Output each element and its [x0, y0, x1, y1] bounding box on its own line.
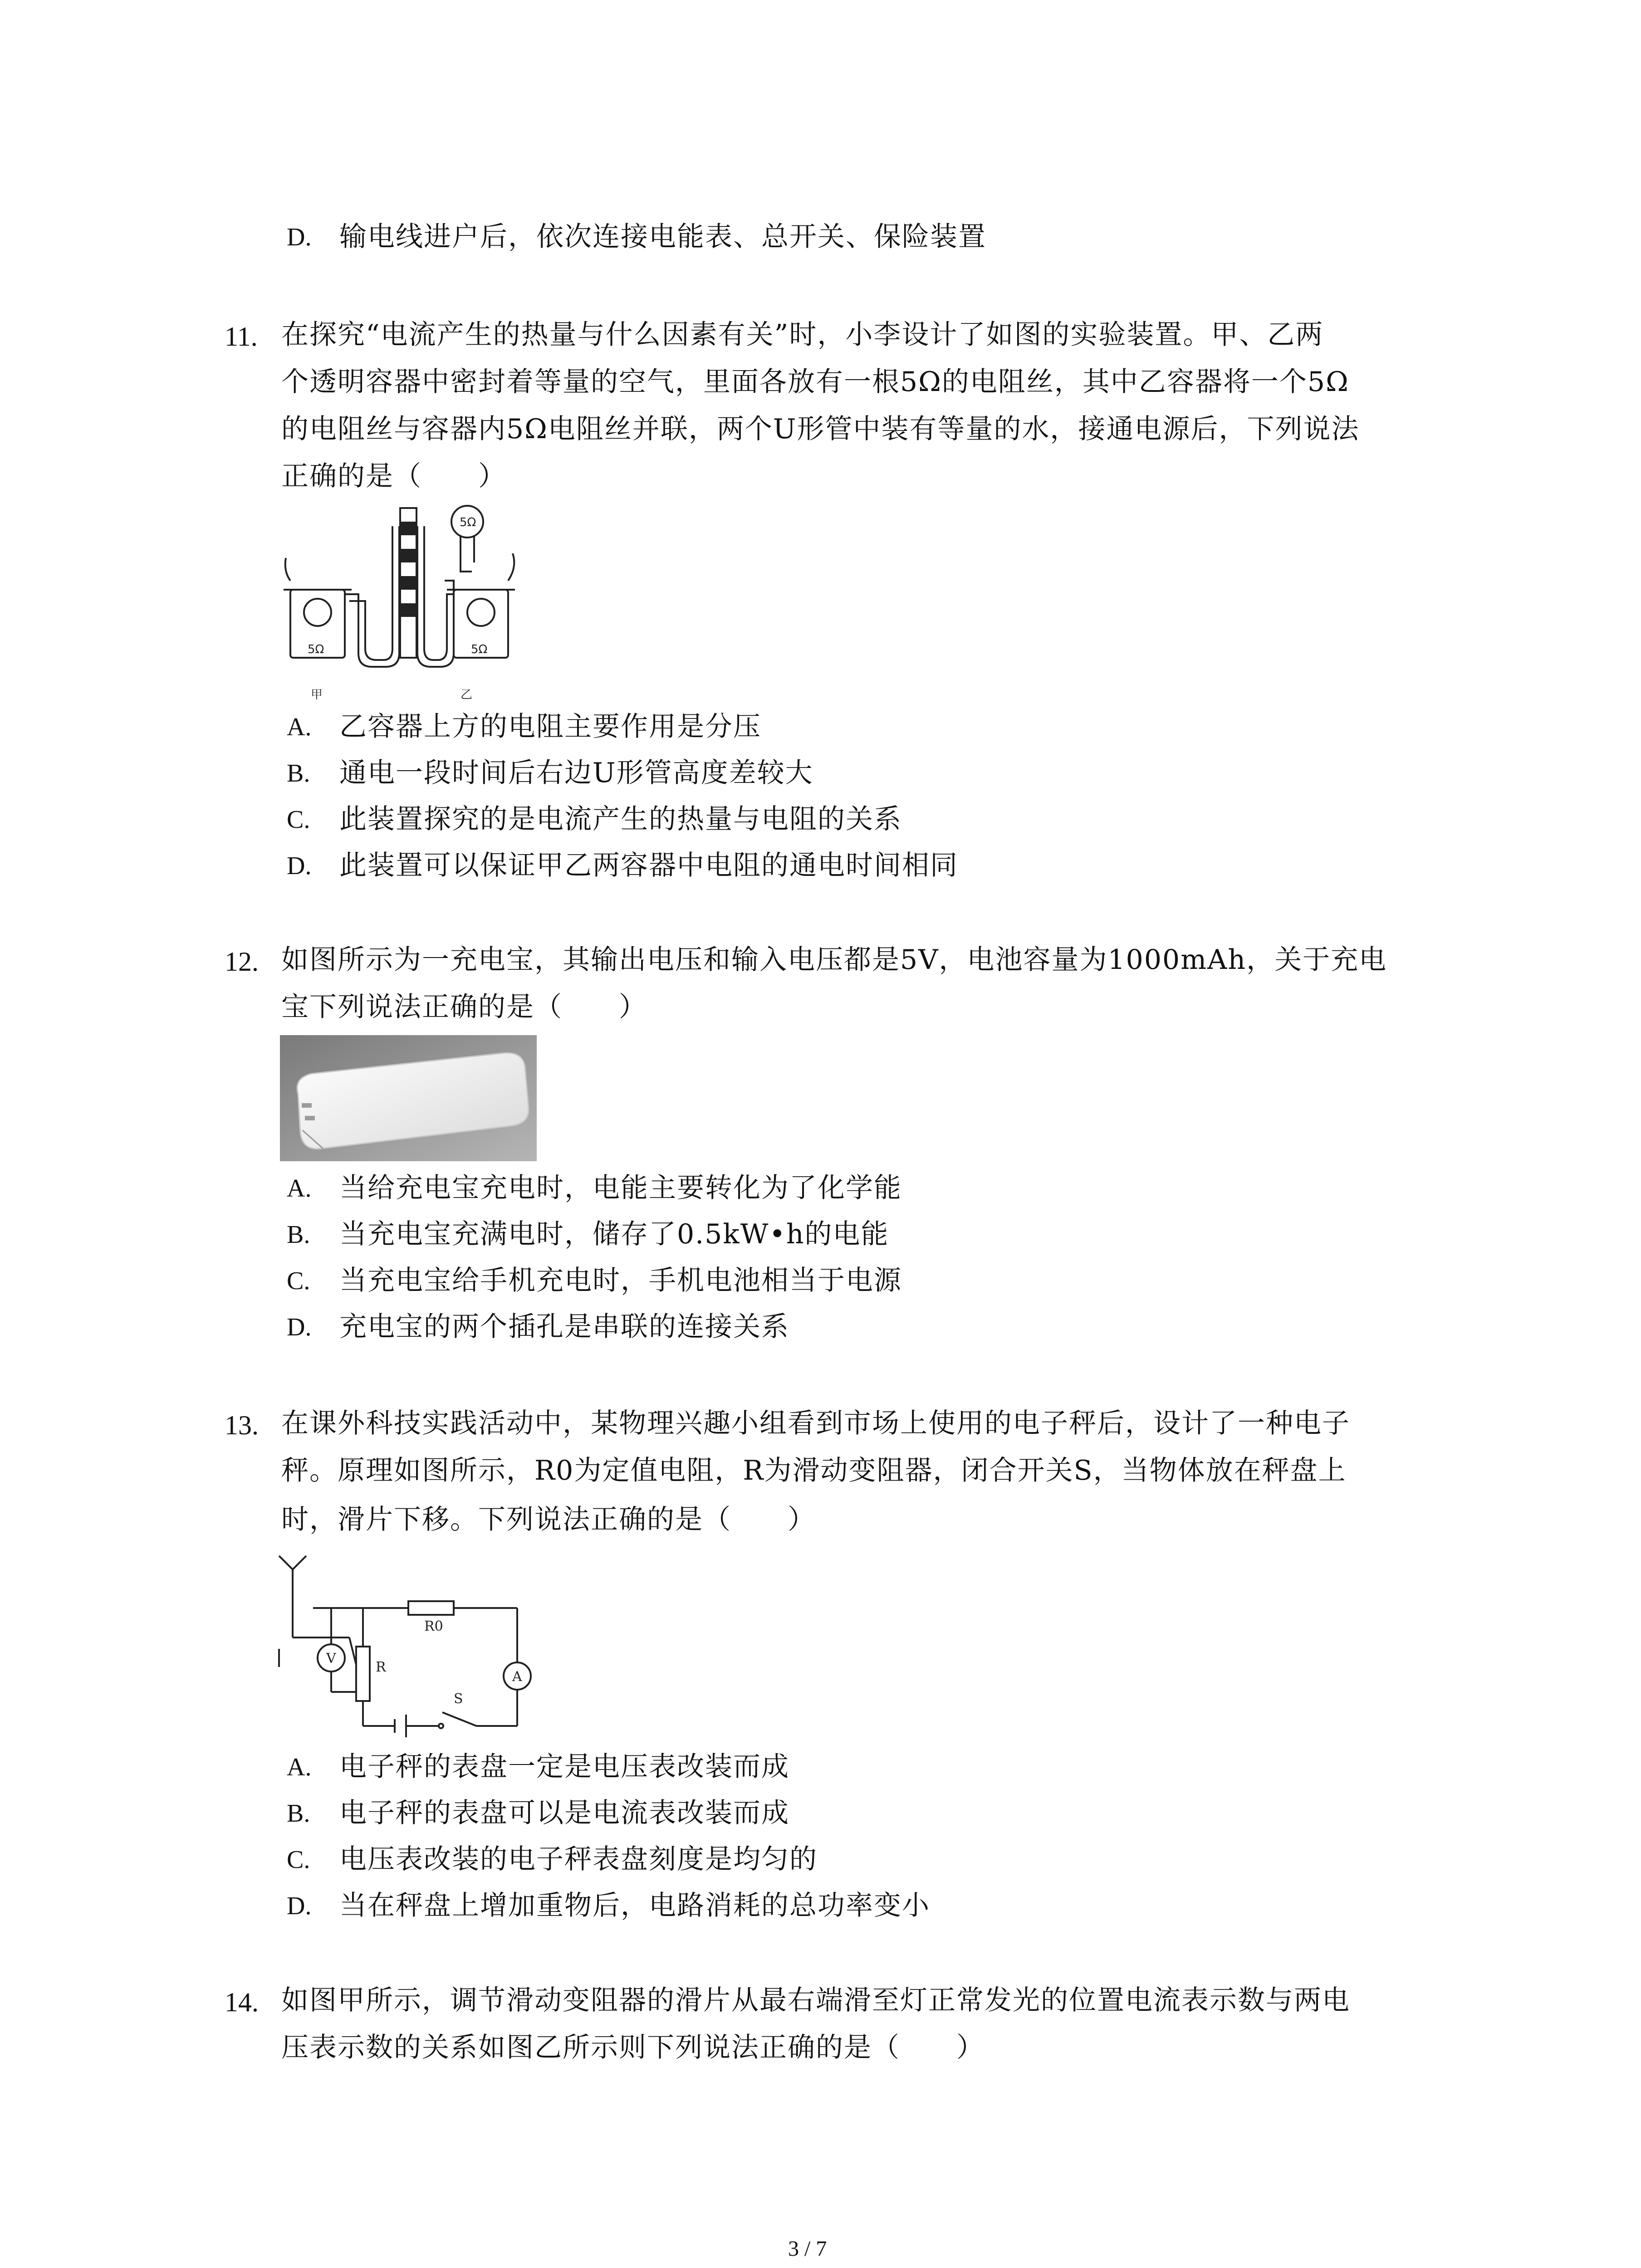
q11-option-c-text: 此装置探究的是电流产生的热量与电阻的关系: [339, 803, 902, 835]
q12-option-d-text: 充电宝的两个插孔是串联的连接关系: [339, 1311, 789, 1343]
q13-option-b-letter: B.: [287, 1799, 310, 1828]
q13-option-a-text: 电子秤的表盘一定是电压表改装而成: [339, 1751, 789, 1783]
q11-option-b-letter: B.: [287, 759, 310, 787]
q13-option-b-text: 电子秤的表盘可以是电流表改装而成: [339, 1797, 789, 1829]
q11-option-d-letter: D.: [287, 852, 312, 880]
q13-line-3: 时，滑片下移。下列说法正确的是（ ）: [281, 1504, 816, 1535]
q12-option-a-letter: A.: [287, 1174, 312, 1202]
q11-option-a-letter: A.: [287, 713, 312, 741]
q11-line-3: 的电阻丝与容器内5Ω电阻丝并联，两个U形管中装有等量的水，接通电源后，下列说法: [281, 413, 1360, 445]
q14-number: 14.: [225, 1987, 259, 2017]
q11-fig-right-name: 乙: [460, 688, 473, 702]
q11-line-4: 正确的是（ ）: [281, 460, 506, 492]
q14-line-1: 如图甲所示，调节滑动变阻器的滑片从最右端滑至灯正常发光的位置电流表示数与两电: [281, 1984, 1350, 2016]
q11-fig-left-name: 甲: [311, 688, 323, 702]
q13-fig-s: S: [454, 1691, 463, 1707]
q12-number: 12.: [225, 947, 259, 977]
q12-line-1: 如图所示为一充电宝，其输出电压和输入电压都是5V，电池容量为1000mAh，关于充电: [281, 944, 1387, 976]
q14-line-2: 压表示数的关系如图乙所示则下列说法正确的是（ ）: [281, 2032, 985, 2063]
q13-fig-v: V: [326, 1651, 336, 1667]
q13-fig-r0: R0: [424, 1618, 443, 1634]
q11-line-2: 个透明容器中密封着等量的空气，里面各放有一根5Ω的电阻丝，其中乙容器将一个5Ω: [281, 366, 1349, 398]
q12-option-c-text: 当充电宝给手机充电时，手机电池相当于电源: [339, 1265, 902, 1296]
q12-option-c-letter: C.: [287, 1267, 310, 1295]
q13-option-d-text: 当在秤盘上增加重物后，电路消耗的总功率变小: [339, 1890, 930, 1921]
q11-fig-left-res: 5Ω: [308, 643, 324, 656]
q12-line-2: 宝下列说法正确的是（ ）: [281, 991, 647, 1023]
q11-fig-top-res: 5Ω: [460, 516, 476, 529]
q13-fig-r: R: [376, 1659, 386, 1675]
q11-experiment-figure: [281, 503, 535, 703]
q13-number: 13.: [225, 1410, 259, 1440]
q11-option-b-text: 通电一段时间后右边U形管高度差较大: [339, 757, 813, 789]
q12-power-bank-photo: [280, 1035, 537, 1161]
q11-line-1: 在探究“电流产生的热量与什么因素有关”时，小李设计了如图的实验装置。甲、乙两: [281, 319, 1324, 351]
q13-option-c-text: 电压表改装的电子秤表盘刻度是均匀的: [339, 1843, 818, 1875]
q13-option-d-letter: D.: [287, 1892, 312, 1920]
q13-option-a-letter: A.: [287, 1753, 312, 1781]
q10-option-d-text: 输电线进户后，依次连接电能表、总开关、保险装置: [339, 221, 986, 253]
q13-fig-a: A: [512, 1669, 522, 1685]
q13-circuit-diagram: [272, 1547, 535, 1737]
q12-option-b-text: 当充电宝充满电时，储存了0.5kW•h的电能: [339, 1218, 889, 1250]
q11-option-d-text: 此装置可以保证甲乙两容器中电阻的通电时间相同: [339, 850, 958, 881]
q11-option-a-text: 乙容器上方的电阻主要作用是分压: [339, 711, 761, 743]
q11-number: 11.: [225, 322, 258, 352]
q13-line-2: 秤。原理如图所示，R0为定值电阻，R为滑动变阻器，闭合开关S，当物体放在秤盘上: [281, 1455, 1347, 1486]
q11-fig-right-res: 5Ω: [471, 643, 488, 656]
q13-line-1: 在课外科技实践活动中，某物理兴趣小组看到市场上使用的电子秤后，设计了一种电子: [281, 1408, 1350, 1439]
q13-option-c-letter: C.: [287, 1846, 310, 1874]
q10-option-d-letter: D.: [287, 223, 312, 251]
q12-option-a-text: 当给充电宝充电时，电能主要转化为了化学能: [339, 1172, 902, 1204]
page-number: 3 / 7: [788, 2237, 827, 2261]
q11-option-c-letter: C.: [287, 806, 310, 834]
q12-option-d-letter: D.: [287, 1313, 312, 1341]
q12-option-b-letter: B.: [287, 1221, 310, 1249]
